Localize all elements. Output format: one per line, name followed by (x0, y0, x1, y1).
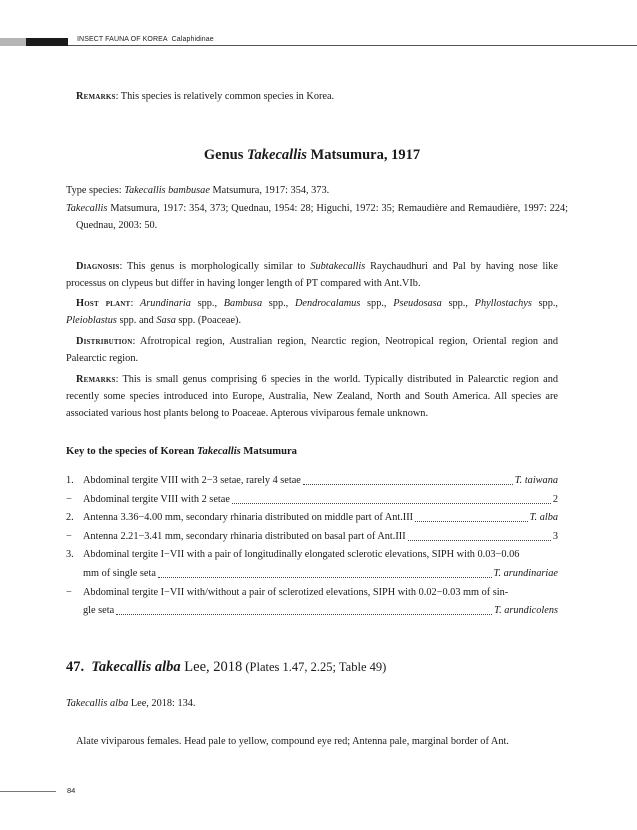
species-name: Takecallis alba (91, 659, 181, 675)
species-heading: 47. Takecallis alba Lee, 2018 (Plates 1.47, 2.25; Table 49) (66, 659, 387, 675)
header-rule (68, 45, 637, 46)
header-bar-light (0, 38, 26, 46)
species-number: 47. (66, 659, 85, 675)
leader-dots (303, 484, 513, 485)
header-bar-dark (26, 38, 68, 46)
remarks-text: : This species is relatively common species in Korea. (115, 91, 335, 102)
diagnosis-label: Diagnosis (76, 261, 120, 272)
type-species: Type species: Takecallis bambusae Matsumura, 1917: 354, 373. (66, 185, 330, 196)
leader-dots (408, 540, 551, 541)
running-title: INSECT FAUNA OF KOREA (77, 36, 168, 43)
distribution-paragraph: Distribution: Afrotropical region, Australian region, Nearctic region, Neotropical region, Oriental region and Palearctic region. (66, 336, 558, 364)
running-subfamily: Calaphidinae (171, 36, 214, 43)
running-header (77, 36, 214, 43)
remarks-genus: Remarks: This is small genus comprising 6 species in the world. Typically distributed in Palearctic region and recently some species introduced into Europe, Australia, New Zealand, North and South America. All species are associated various host plants belong to Poaceae. Apterous viviparous female unknown. (66, 374, 558, 419)
host-plant-paragraph: Host plant: Arundinaria spp., Bambusa spp., Dendrocalamus spp., Pseudosasa spp., Phyllostachys spp., Pleioblastus spp. and Sasa spp. (Poaceae). (66, 298, 559, 326)
genus-name: Takecallis (247, 147, 307, 163)
host-plant-label: Host plant (76, 298, 131, 309)
genus-heading: Genus Takecallis Matsumura, 1917 (203, 147, 421, 163)
species-description: Alate viviparous females. Head pale to yellow, compound eye red; Antenna pale, marginal border of Ant. (76, 736, 509, 747)
remarks-previous (66, 88, 558, 105)
key-heading: Key to the species of Korean Takecallis Matsumura (66, 446, 297, 457)
page-number: 84 (67, 786, 76, 795)
distribution-label: Distribution (76, 336, 133, 347)
genus-synonymy: Takecallis Matsumura, 1917: 354, 373; Quednau, 1954: 28; Higuchi, 1972: 35; Remaudière and Remaudière, 1997: 224; Quednau, 2003: 50. (66, 203, 568, 231)
leader-dots (232, 503, 551, 504)
diagnosis-paragraph: Diagnosis: This genus is morphologically similar to Subtakecallis Raychaudhuri and Pal by having nose like processus on clypeus but differ in having longer length of PT compared with Ant.VIb. (66, 261, 558, 289)
species-citation: Takecallis alba Lee, 2018: 134. (66, 698, 196, 709)
leader-dots (116, 614, 492, 615)
leader-dots (158, 577, 492, 578)
remarks-label: Remarks (76, 374, 116, 385)
footer-rule (0, 791, 56, 792)
remarks-label: Remarks (76, 91, 116, 102)
leader-dots (415, 521, 527, 522)
